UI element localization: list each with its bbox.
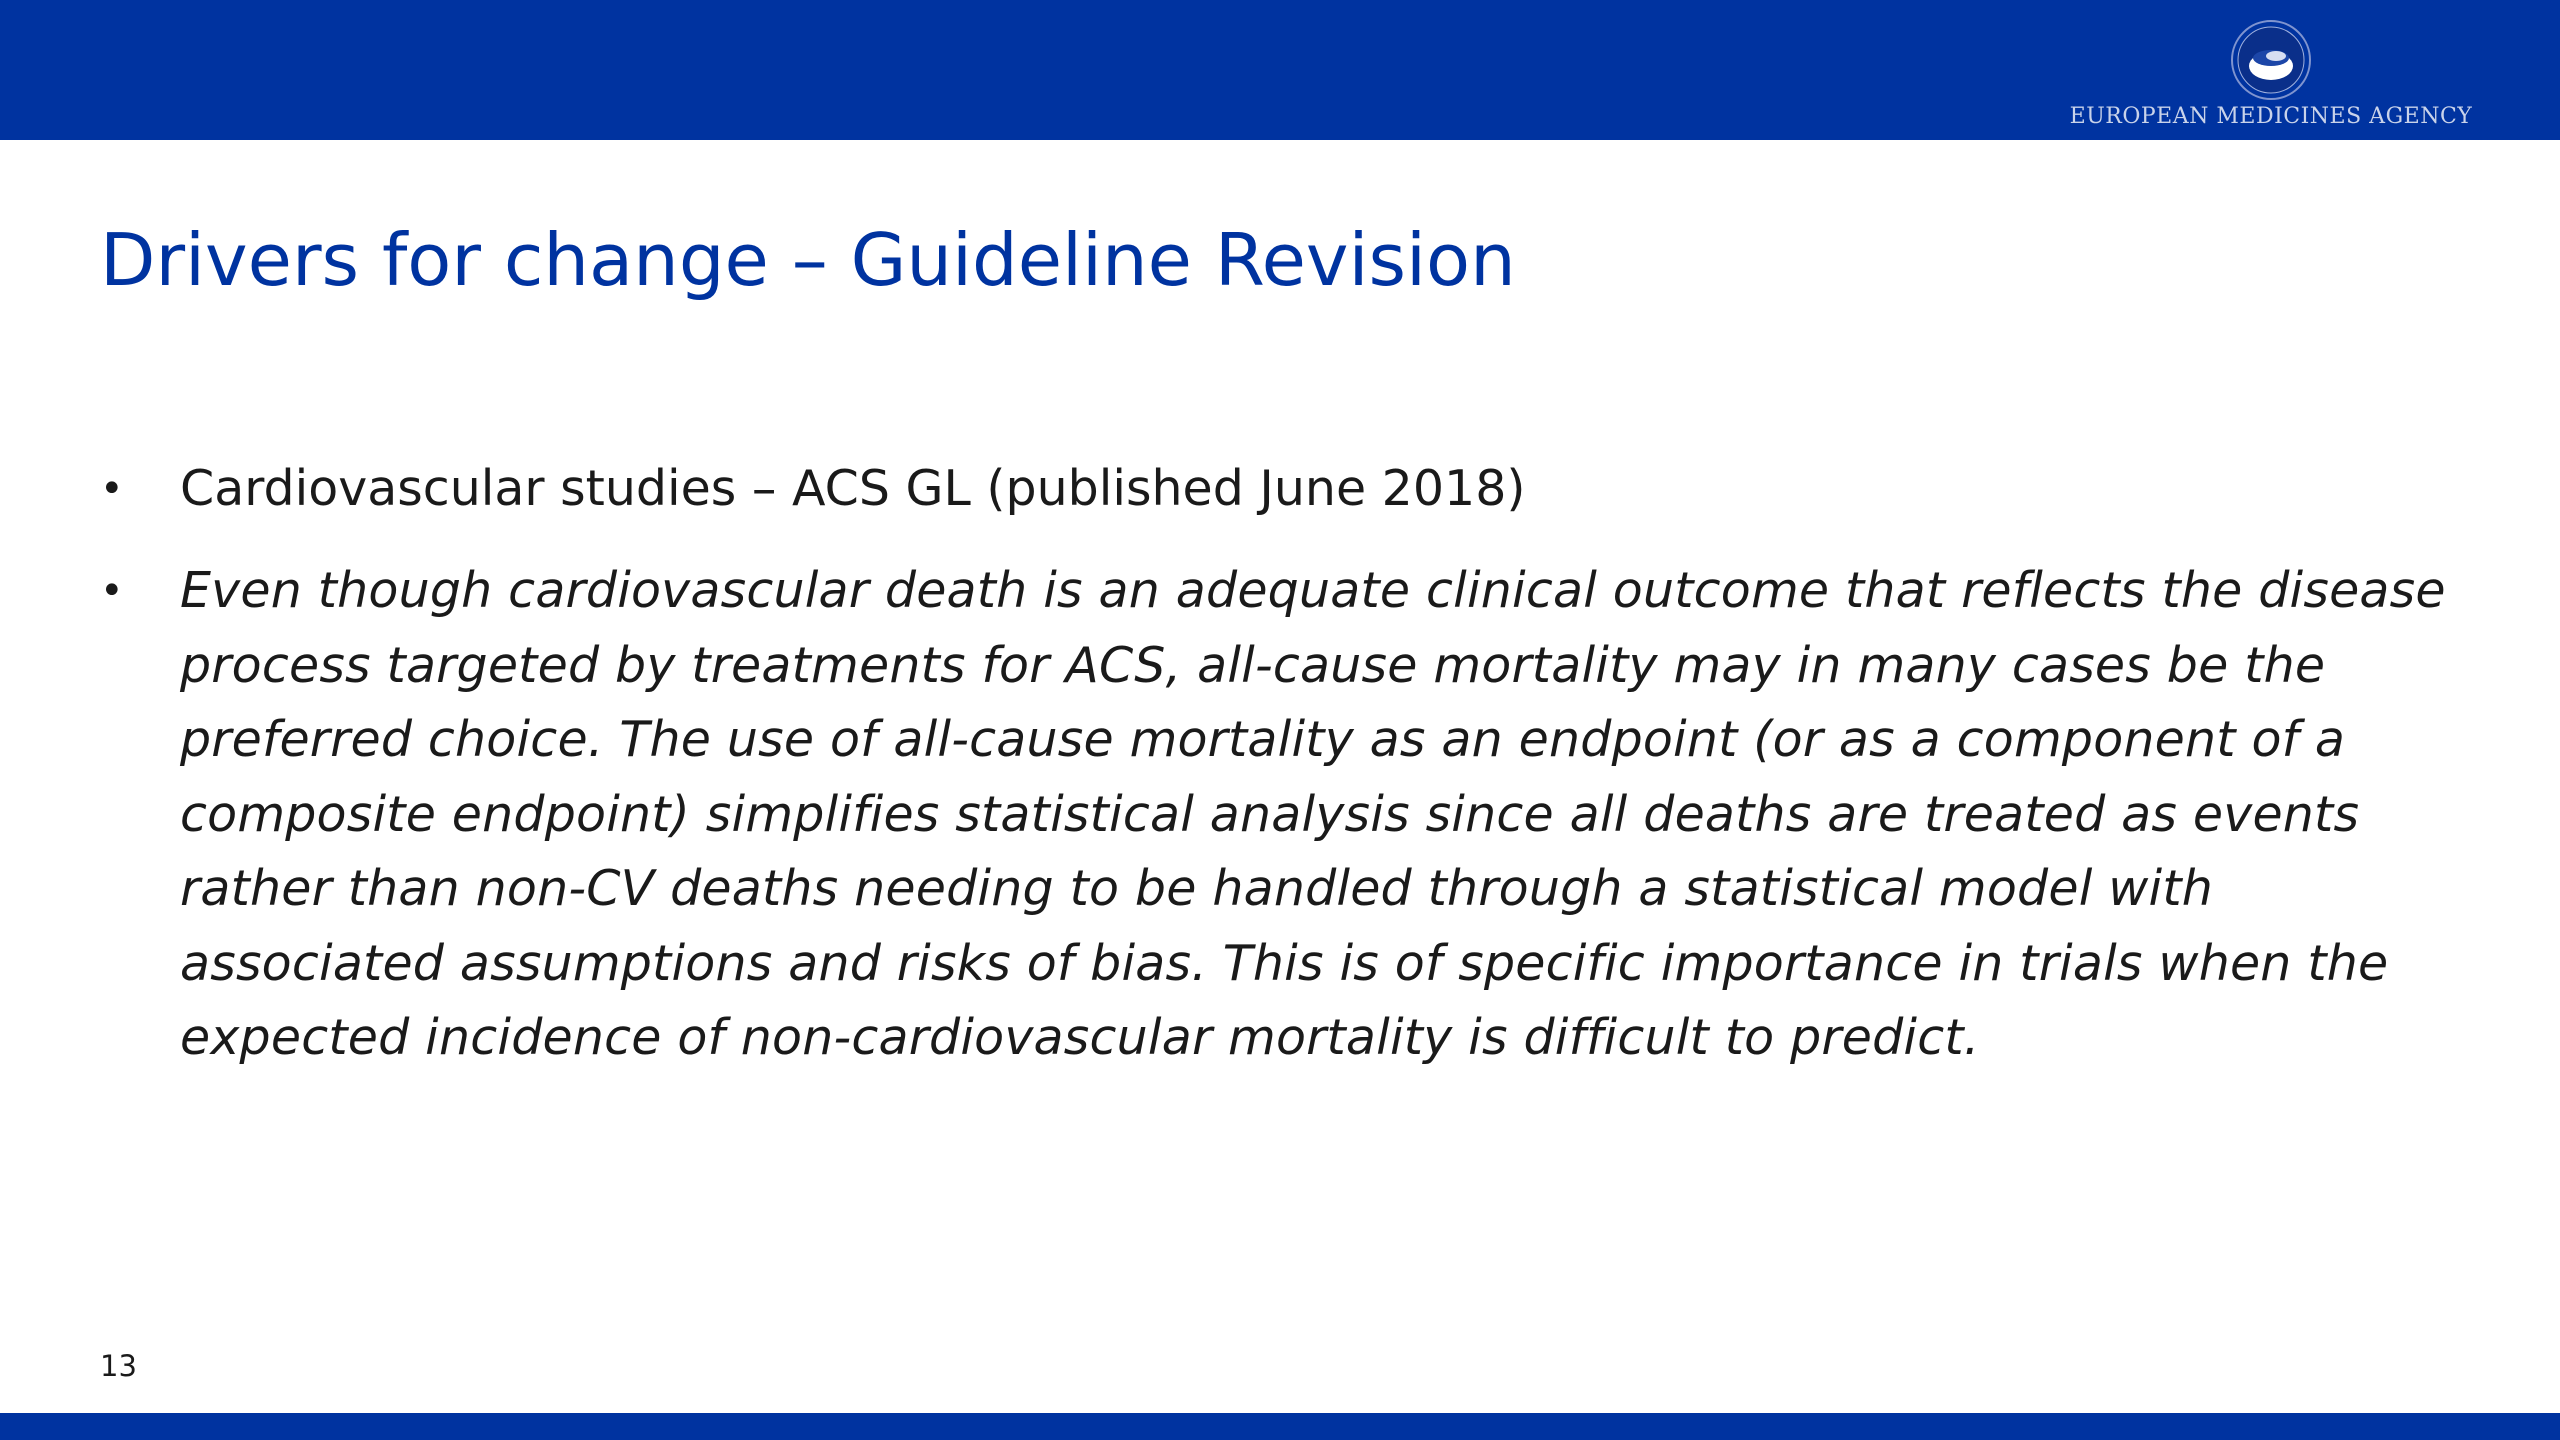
bullet-text: Cardiovascular studies – ACS GL (published June 2018): [180, 460, 1526, 517]
ema-logo-icon: [2229, 18, 2313, 102]
slide-title: Drivers for change – Guideline Revision: [100, 218, 1516, 302]
ema-logo: [2066, 18, 2476, 136]
header-bar: [0, 0, 2560, 140]
logo-wordmark: EUROPEAN MEDICINES AGENCY: [2069, 104, 2473, 129]
bullet-item: [100, 452, 2460, 526]
bullet-list: [100, 452, 2460, 1076]
bullet-marker: •: [100, 568, 124, 614]
bullet-item: [100, 554, 2460, 1076]
bullet-text: Even though cardiovascular death is an adequate clinical outcome that reflects the disease process targeted by treatments for ACS, all-cause mortality may in many cases be the preferred choice. The use of all-cause mortality as an endpoint (or as a component of a composite endpoint) simplifies statistical analysis since all deaths are treated as events rather than non-CV deaths needing to be handled through a statistical model with associated assumptions and risks of bias. This is of specific importance in trials when the expected incidence of non-cardiovascular mortality is difficult to predict.: [180, 562, 2446, 1066]
bullet-marker: •: [100, 466, 124, 512]
footer-bar: [0, 1413, 2560, 1440]
page-number: 13: [100, 1349, 137, 1383]
